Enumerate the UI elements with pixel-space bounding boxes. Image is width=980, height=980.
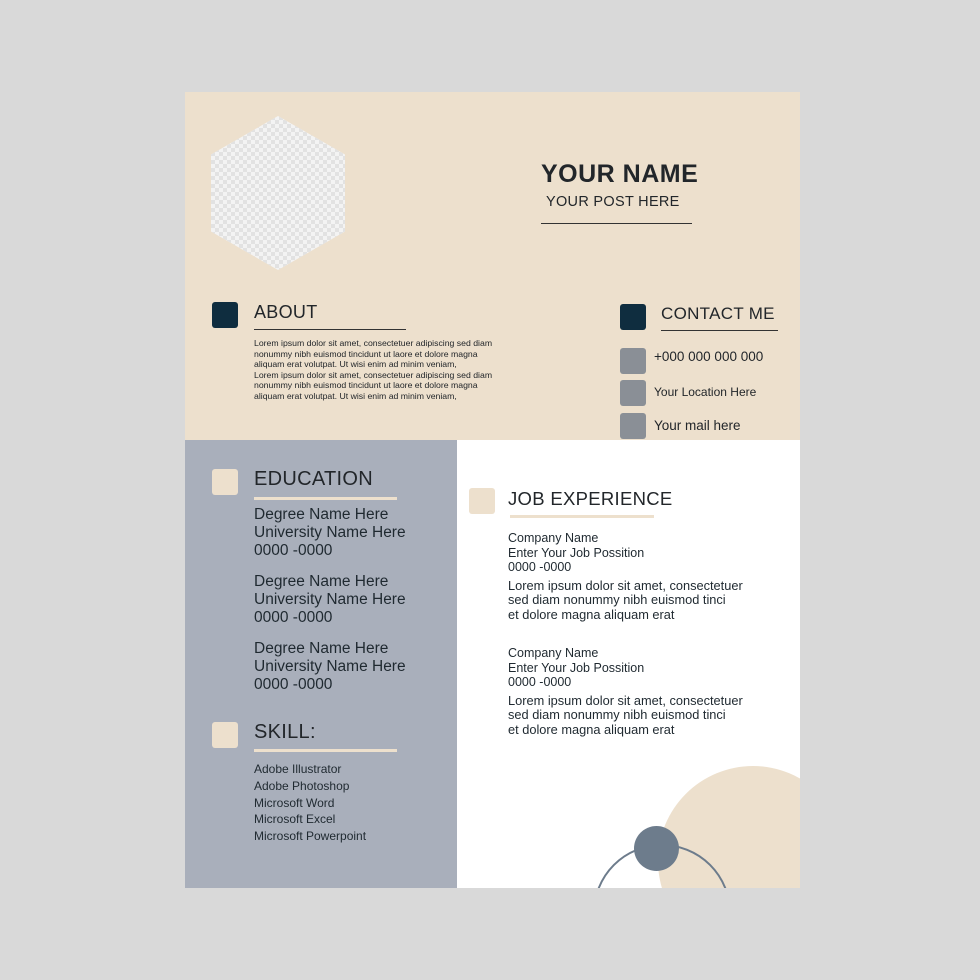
job-position: Enter Your Job Possition [508, 660, 645, 675]
phone-icon [620, 348, 646, 374]
job-description-line: et dolore magna aliquam erat [508, 606, 675, 622]
degree-name: Degree Name Here [254, 506, 389, 523]
job-description-line: sed diam nonummy nibh euismod tinci [508, 592, 726, 608]
person-name: YOUR NAME [541, 160, 699, 188]
experience-heading: JOB EXPERIENCE [508, 488, 673, 509]
education-heading: EDUCATION [254, 468, 373, 490]
job-description-line: Lorem ipsum dolor sit amet, consectetuer [508, 692, 743, 708]
skill-item: Microsoft Powerpoint [254, 829, 367, 844]
mail-icon [620, 413, 646, 439]
contact-mail: Your mail here [654, 418, 741, 433]
job-years: 0000 -0000 [508, 675, 572, 690]
skill-list [254, 761, 366, 845]
skill-item: Adobe Photoshop [254, 778, 350, 793]
degree-name: Degree Name Here [254, 640, 389, 657]
decorative-dot [634, 826, 679, 871]
about-paragraph: Lorem ipsum dolor sit amet, consectetuer adipiscing sed diam nonummy nibh euismod tincidunt ut laore et dolore magna aliquam erat volutpat. Ut wisi enim ad minim veniam, [254, 338, 493, 370]
company-name: Company Name [508, 531, 599, 545]
education-years: 0000 -0000 [254, 676, 333, 693]
about-heading: ABOUT [254, 302, 318, 322]
location-icon [620, 380, 646, 406]
education-item [254, 640, 406, 694]
skill-item: Microsoft Excel [254, 812, 336, 827]
about-square-icon [212, 302, 238, 328]
contact-location: Your Location Here [654, 385, 757, 399]
about-text [254, 338, 494, 402]
job-years: 0000 -0000 [508, 560, 572, 575]
degree-name: Degree Name Here [254, 573, 389, 590]
education-years: 0000 -0000 [254, 542, 333, 559]
skill-square-icon [212, 722, 238, 748]
skill-heading: SKILL: [254, 721, 316, 743]
contact-square-icon [620, 304, 646, 330]
job-item [508, 646, 743, 738]
job-post: YOUR POST HERE [546, 194, 680, 210]
education-divider [254, 497, 397, 500]
education-years: 0000 -0000 [254, 609, 333, 626]
university-name: University Name Here [254, 524, 406, 541]
education-square-icon [212, 469, 238, 495]
name-divider [541, 223, 692, 224]
experience-square-icon [469, 488, 495, 514]
contact-phone: +000 000 000 000 [654, 349, 764, 364]
company-name: Company Name [508, 646, 599, 660]
job-description-line: et dolore magna aliquam erat [508, 721, 675, 737]
education-item [254, 506, 406, 560]
experience-divider [510, 515, 654, 518]
university-name: University Name Here [254, 658, 406, 675]
job-description-line: Lorem ipsum dolor sit amet, consectetuer [508, 577, 743, 593]
resume-page [185, 92, 800, 888]
job-position: Enter Your Job Possition [508, 545, 645, 560]
job-description [508, 694, 743, 738]
university-name: University Name Here [254, 591, 406, 608]
job-description-line: sed diam nonummy nibh euismod tinci [508, 707, 726, 723]
job-description [508, 579, 743, 623]
skill-divider [254, 749, 397, 752]
skill-item: Microsoft Word [254, 795, 335, 810]
about-divider [254, 329, 406, 330]
job-item [508, 531, 743, 623]
skill-item: Adobe Illustrator [254, 762, 342, 776]
contact-heading: CONTACT ME [661, 304, 775, 323]
education-item [254, 573, 406, 627]
contact-divider [661, 330, 778, 331]
about-paragraph: Lorem ipsum dolor sit amet, consectetuer adipiscing sed diam nonummy nibh euismod tincidunt ut laore et dolore magna aliquam erat volutpat. Ut wisi enim ad minim veniam, [254, 369, 493, 401]
